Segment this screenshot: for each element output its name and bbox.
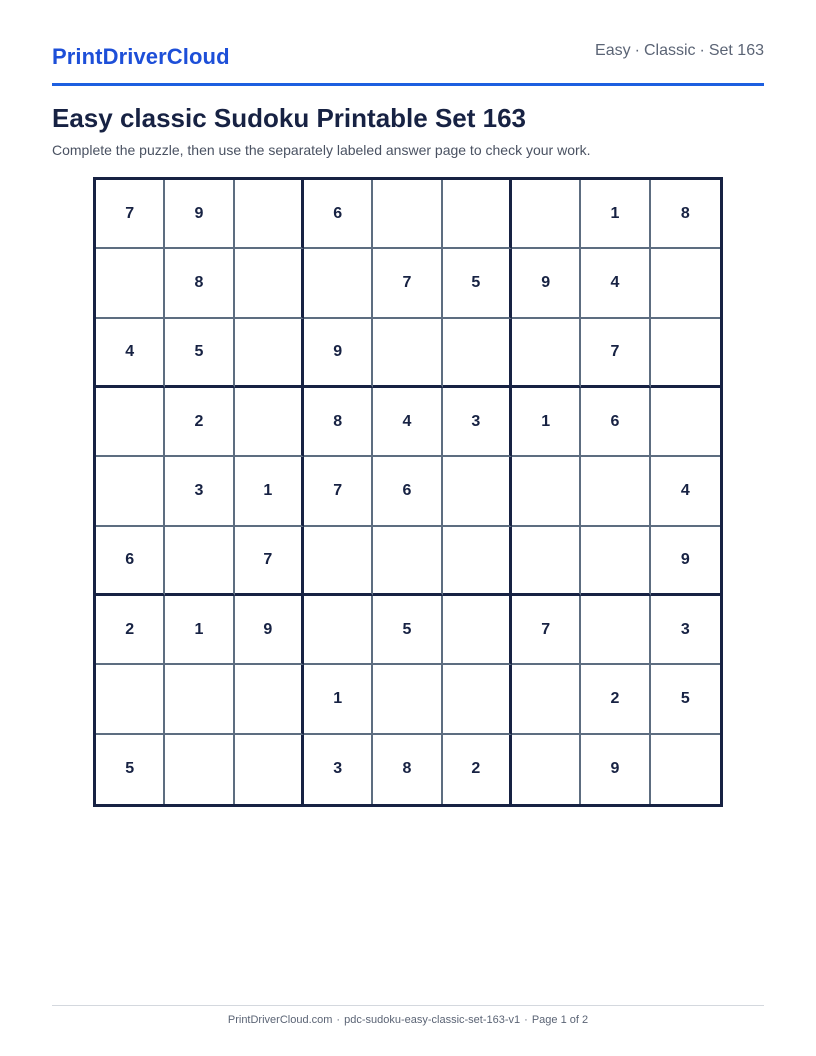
sudoku-given-cell: 2 — [581, 665, 650, 734]
sudoku-empty-cell — [96, 457, 165, 526]
sudoku-given-cell: 4 — [651, 457, 720, 526]
sudoku-given-cell: 5 — [96, 735, 165, 804]
sudoku-empty-cell — [443, 457, 512, 526]
sudoku-empty-cell — [443, 527, 512, 596]
sudoku-empty-cell — [96, 249, 165, 318]
sudoku-given-cell: 9 — [581, 735, 650, 804]
sudoku-empty-cell — [512, 457, 581, 526]
sudoku-given-cell: 3 — [651, 596, 720, 665]
footer-divider — [52, 1005, 764, 1006]
header-separator: · — [699, 42, 705, 59]
sudoku-empty-cell — [651, 319, 720, 388]
sudoku-given-cell: 1 — [581, 180, 650, 249]
sudoku-empty-cell — [373, 527, 442, 596]
sudoku-empty-cell — [443, 665, 512, 734]
brand-logo: PrintDriverCloud — [52, 44, 230, 69]
sudoku-empty-cell — [373, 665, 442, 734]
sudoku-given-cell: 3 — [165, 457, 234, 526]
sudoku-empty-cell — [96, 388, 165, 457]
sudoku-given-cell: 3 — [443, 388, 512, 457]
sudoku-empty-cell — [443, 319, 512, 388]
sudoku-given-cell: 9 — [235, 596, 304, 665]
page-footer — [52, 1014, 764, 1026]
sudoku-given-cell: 2 — [443, 735, 512, 804]
footer-separator: · — [524, 1014, 528, 1026]
sudoku-given-cell: 8 — [304, 388, 373, 457]
sudoku-empty-cell — [235, 388, 304, 457]
sudoku-empty-cell — [304, 596, 373, 665]
footer-separator: · — [336, 1014, 341, 1026]
sudoku-empty-cell — [304, 249, 373, 318]
sudoku-given-cell: 9 — [512, 249, 581, 318]
header-meta — [595, 42, 764, 60]
footer-site: PrintDriverCloud.com — [227, 1014, 333, 1026]
sudoku-empty-cell — [235, 735, 304, 804]
sudoku-given-cell: 6 — [96, 527, 165, 596]
footer-page-number: Page 1 of 2 — [531, 1014, 589, 1026]
sudoku-given-cell: 1 — [165, 596, 234, 665]
sudoku-given-cell: 5 — [165, 319, 234, 388]
sudoku-empty-cell — [581, 457, 650, 526]
sudoku-empty-cell — [165, 527, 234, 596]
sudoku-empty-cell — [443, 596, 512, 665]
sudoku-given-cell: 8 — [165, 249, 234, 318]
sudoku-grid — [93, 177, 723, 807]
page-title: Easy classic Sudoku Printable Set 163 — [52, 103, 527, 133]
sudoku-given-cell: 6 — [373, 457, 442, 526]
sudoku-empty-cell — [651, 735, 720, 804]
sudoku-given-cell: 3 — [304, 735, 373, 804]
sudoku-empty-cell — [96, 665, 165, 734]
sudoku-empty-cell — [235, 180, 304, 249]
sudoku-empty-cell — [512, 735, 581, 804]
difficulty-label: Easy — [595, 42, 631, 59]
sudoku-given-cell: 7 — [304, 457, 373, 526]
footer-doc-id: pdc-sudoku-easy-classic-set-163-v1 — [344, 1014, 521, 1026]
set-label: Set 163 — [708, 42, 764, 59]
sudoku-given-cell: 9 — [651, 527, 720, 596]
sudoku-given-cell: 4 — [581, 249, 650, 318]
sudoku-empty-cell — [651, 249, 720, 318]
sudoku-given-cell: 7 — [96, 180, 165, 249]
sudoku-empty-cell — [512, 527, 581, 596]
sudoku-given-cell: 2 — [96, 596, 165, 665]
sudoku-empty-cell — [512, 319, 581, 388]
page-instructions: Complete the puzzle, then use the separately labeled answer page to check your work. — [52, 142, 591, 158]
variant-label: Classic — [643, 42, 696, 59]
sudoku-given-cell: 8 — [651, 180, 720, 249]
header-separator: · — [634, 42, 640, 59]
header-divider — [52, 83, 764, 86]
sudoku-given-cell: 4 — [373, 388, 442, 457]
sudoku-empty-cell — [165, 735, 234, 804]
sudoku-empty-cell — [651, 388, 720, 457]
sudoku-given-cell: 7 — [581, 319, 650, 388]
sudoku-empty-cell — [165, 665, 234, 734]
sudoku-given-cell: 2 — [165, 388, 234, 457]
sudoku-empty-cell — [581, 527, 650, 596]
sudoku-given-cell: 9 — [165, 180, 234, 249]
sudoku-empty-cell — [235, 319, 304, 388]
sudoku-given-cell: 5 — [443, 249, 512, 318]
sudoku-given-cell: 5 — [651, 665, 720, 734]
sudoku-given-cell: 1 — [304, 665, 373, 734]
sudoku-empty-cell — [512, 180, 581, 249]
sudoku-empty-cell — [235, 665, 304, 734]
sudoku-empty-cell — [373, 319, 442, 388]
sudoku-empty-cell — [373, 180, 442, 249]
sudoku-given-cell: 4 — [96, 319, 165, 388]
sudoku-given-cell: 7 — [512, 596, 581, 665]
sudoku-given-cell: 6 — [581, 388, 650, 457]
sudoku-given-cell: 6 — [304, 180, 373, 249]
sudoku-empty-cell — [512, 665, 581, 734]
sudoku-given-cell: 9 — [304, 319, 373, 388]
sudoku-given-cell: 7 — [373, 249, 442, 318]
sudoku-empty-cell — [443, 180, 512, 249]
sudoku-given-cell: 8 — [373, 735, 442, 804]
sudoku-given-cell: 1 — [235, 457, 304, 526]
sudoku-empty-cell — [304, 527, 373, 596]
sudoku-empty-cell — [581, 596, 650, 665]
sudoku-given-cell: 7 — [235, 527, 304, 596]
sudoku-given-cell: 1 — [512, 388, 581, 457]
sudoku-empty-cell — [235, 249, 304, 318]
sudoku-given-cell: 5 — [373, 596, 442, 665]
